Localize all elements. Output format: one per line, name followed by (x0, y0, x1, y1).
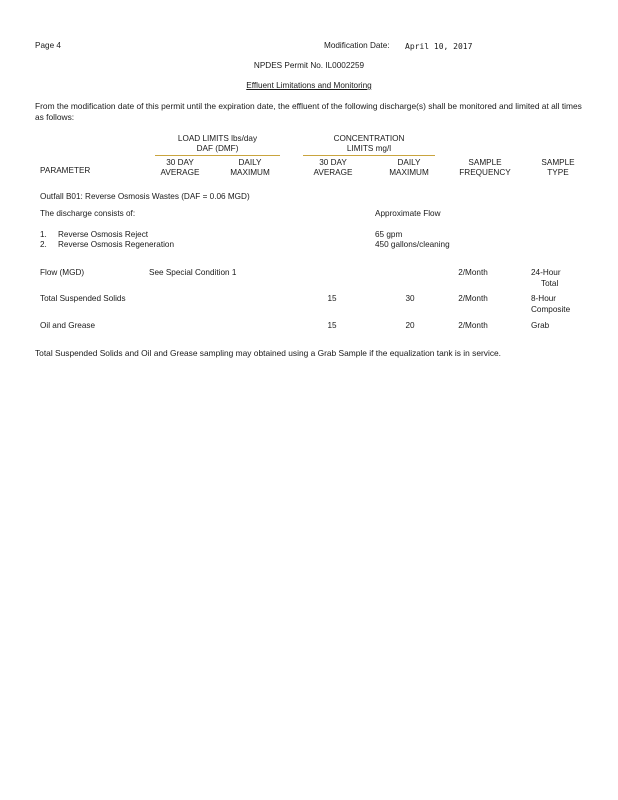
row-sample-type (531, 268, 561, 289)
header-conc-30-day (303, 158, 363, 178)
row-conc-30-day: 15 (327, 321, 337, 330)
header-load-30-day (150, 158, 210, 178)
concentration-limits-title: CONCENTRATION (333, 134, 405, 143)
header-type-line2: TYPE (547, 168, 569, 177)
header-conc-30-line1: 30 DAY (319, 158, 347, 167)
row-sample-type: Grab (531, 321, 550, 330)
row-conc-30-day: 15 (327, 294, 337, 303)
modification-date-value: April 10, 2017 (405, 42, 473, 51)
header-load-30-line1: 30 DAY (166, 158, 194, 167)
row-frequency: 2/Month (458, 294, 488, 303)
header-frequency-line2: FREQUENCY (459, 168, 511, 177)
header-load-daily-line2: MAXIMUM (230, 168, 270, 177)
section-title: Effluent Limitations and Monitoring (246, 81, 372, 90)
page-number: Page 4 (35, 41, 61, 50)
intro-paragraph: From the modification date of this permit until the expiration date, the effluent of the following discharge(s) shall be monitored and limited at all times as follows: (35, 101, 582, 122)
row-type-line2: Composite (531, 304, 571, 314)
outfall-title: Outfall B01: Reverse Osmosis Wastes (DAF = 0.06 MGD) (40, 192, 250, 201)
discharge-consists-label: The discharge consists of: (40, 209, 136, 218)
header-load-daily (216, 158, 284, 178)
load-limits-title: LOAD LIMITS lbs/day (177, 134, 258, 143)
header-frequency-line1: SAMPLE (468, 158, 502, 167)
concentration-limits-rule (303, 155, 435, 156)
row-conc-daily: 30 (405, 294, 415, 303)
row-frequency: 2/Month (458, 321, 488, 330)
row-parameter: Oil and Grease (40, 321, 96, 330)
load-limits-group (155, 134, 280, 154)
discharge-item-flow: 65 gpm (375, 230, 403, 239)
permit-number: NPDES Permit No. IL0002259 (253, 61, 365, 70)
header-sample-type (528, 158, 588, 178)
discharge-item-name: Reverse Osmosis Regeneration (58, 240, 175, 249)
header-load-30-line2: AVERAGE (160, 168, 200, 177)
row-type-line2: Total (541, 278, 559, 288)
footnote: Total Suspended Solids and Oil and Grease sampling may obtained using a Grab Sample if the equalization tank is in service. (35, 348, 502, 358)
header-load-daily-line1: DAILY (238, 158, 262, 167)
modification-date-label: Modification Date: (324, 41, 390, 50)
concentration-limits-subtitle: LIMITS mg/l (346, 144, 392, 153)
header-conc-daily-line1: DAILY (397, 158, 421, 167)
load-limits-rule (155, 155, 280, 156)
row-note: See Special Condition 1 (149, 268, 237, 277)
header-conc-30-line2: AVERAGE (313, 168, 353, 177)
row-sample-type (531, 294, 570, 315)
discharge-item-name: Reverse Osmosis Reject (58, 230, 149, 239)
header-conc-daily-line2: MAXIMUM (389, 168, 429, 177)
discharge-item-number: 1. (40, 230, 47, 239)
row-parameter: Total Suspended Solids (40, 294, 126, 303)
header-parameter: PARAMETER (40, 166, 91, 175)
row-type-line1: 24-Hour (531, 268, 561, 277)
row-type-line1: 8-Hour (531, 294, 557, 303)
load-limits-subtitle: DAF (DMF) (196, 144, 239, 153)
header-conc-daily (375, 158, 443, 178)
header-type-line1: SAMPLE (541, 158, 575, 167)
discharge-item-flow: 450 gallons/cleaning (375, 240, 450, 249)
header-sample-frequency (450, 158, 520, 178)
row-conc-daily: 20 (405, 321, 415, 330)
approximate-flow-label: Approximate Flow (375, 209, 441, 218)
row-parameter: Flow (MGD) (40, 268, 85, 277)
discharge-item-number: 2. (40, 240, 47, 249)
row-frequency: 2/Month (458, 268, 488, 277)
concentration-limits-group (303, 134, 435, 154)
